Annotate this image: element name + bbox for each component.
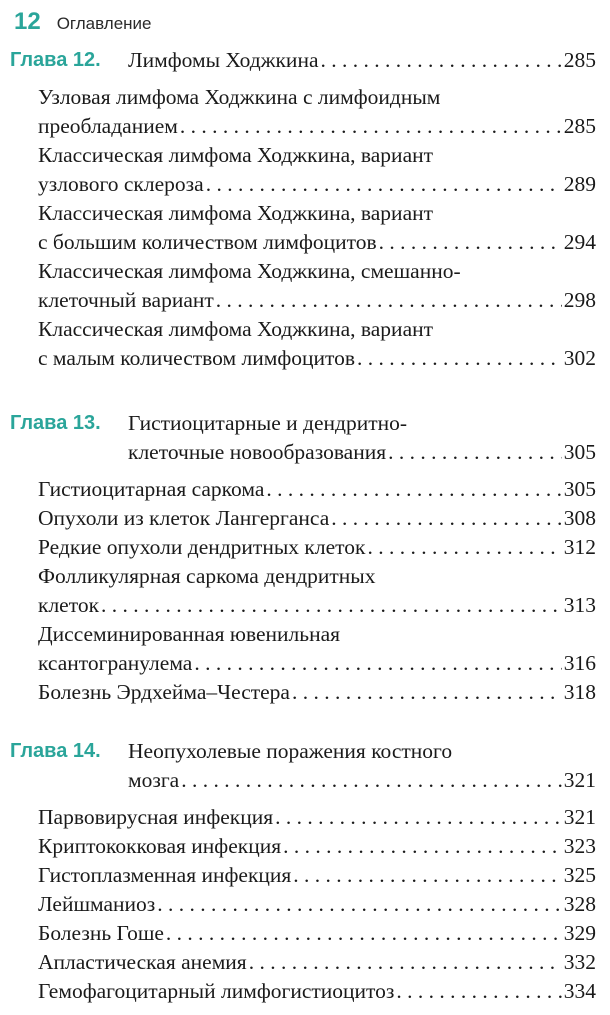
dot-leader <box>396 977 561 1006</box>
toc-line-text: Редкие опухоли дендритных клеток <box>38 535 366 559</box>
toc-line-text: мозга <box>128 768 180 792</box>
toc-entry <box>38 678 596 707</box>
toc-line <box>38 803 596 832</box>
toc-entry <box>38 533 596 562</box>
toc-line <box>38 83 596 112</box>
toc-page-number: 285 <box>563 48 596 72</box>
toc-entry <box>38 141 596 199</box>
toc-line-text: Лимфомы Ходжкина <box>128 48 319 72</box>
chapter-title <box>128 46 596 75</box>
dot-leader <box>357 344 562 373</box>
toc-line-text: преобладанием <box>38 114 178 138</box>
toc-line <box>128 46 596 75</box>
toc-line <box>38 199 596 228</box>
toc-line <box>128 737 596 766</box>
toc-entry <box>38 315 596 373</box>
dot-leader <box>157 890 561 919</box>
toc-line <box>38 861 596 890</box>
toc-page-number: 328 <box>563 892 596 916</box>
toc-line-text: Гистиоцитарная саркома <box>38 477 265 501</box>
toc-line <box>38 832 596 861</box>
toc-line-text: Классическая лимфома Ходжкина, смешанно- <box>38 259 461 283</box>
toc-line-text: Лейшманиоз <box>38 892 156 916</box>
entry-list <box>38 475 596 707</box>
toc-line <box>38 890 596 919</box>
toc-line <box>38 170 596 199</box>
toc-line-text: клеток <box>38 593 100 617</box>
toc-line-text: Узловая лимфома Ходжкина с лимфоидным <box>38 85 441 109</box>
toc-line-text: Гистиоцитарные и дендритно- <box>128 411 408 435</box>
toc-entry <box>38 83 596 141</box>
toc-page-number: 332 <box>563 950 596 974</box>
toc-line <box>38 112 596 141</box>
toc-entry <box>38 803 596 832</box>
toc-entry <box>38 919 596 948</box>
dot-leader <box>388 438 562 467</box>
toc-page-number: 285 <box>563 114 596 138</box>
toc-line-text: Неопухолевые поражения костного <box>128 739 453 763</box>
toc-line <box>38 562 596 591</box>
toc-entry <box>38 562 596 620</box>
toc-page-number: 318 <box>563 680 596 704</box>
toc-page-number: 305 <box>563 440 596 464</box>
toc-line-text: Классическая лимфома Ходжкина, вариант <box>38 143 434 167</box>
toc-line-text: с малым количеством лимфоцитов <box>38 346 356 370</box>
toc-line-text: клеточный вариант <box>38 288 214 312</box>
toc-entry <box>38 832 596 861</box>
chapter-label: Глава 12. <box>10 49 101 71</box>
toc-page-number: 312 <box>563 535 596 559</box>
toc-line <box>128 438 596 467</box>
chapter-title <box>128 409 596 467</box>
toc-line <box>38 504 596 533</box>
dot-leader <box>180 112 562 141</box>
page-number: 12 <box>14 8 41 35</box>
toc-page-number: 305 <box>563 477 596 501</box>
toc-line-text: Диссеминированная ювенильная <box>38 622 341 646</box>
toc-page-number: 289 <box>563 172 596 196</box>
toc-entry <box>38 977 596 1006</box>
dot-leader <box>249 948 562 977</box>
toc-page-number: 298 <box>563 288 596 312</box>
toc-line-text: Болезнь Гоше <box>38 921 164 945</box>
toc-page-number: 321 <box>563 768 596 792</box>
toc-page-number: 294 <box>563 230 596 254</box>
dot-leader <box>321 46 562 75</box>
toc-entry <box>38 861 596 890</box>
toc-line <box>38 649 596 678</box>
toc-entry <box>38 948 596 977</box>
toc-page-number: 308 <box>563 506 596 530</box>
dot-leader <box>206 170 562 199</box>
dot-leader <box>293 861 561 890</box>
toc-line-text: Классическая лимфома Ходжкина, вариант <box>38 201 434 225</box>
dot-leader <box>275 803 562 832</box>
toc-line <box>38 286 596 315</box>
running-title: Оглавление <box>56 14 152 33</box>
toc-line-text: Парвовирусная инфекция <box>38 805 274 829</box>
toc-page-number: 334 <box>563 979 596 1003</box>
toc-line <box>38 948 596 977</box>
toc-line <box>38 257 596 286</box>
toc-page-number: 316 <box>563 651 596 675</box>
toc-line-text: узлового склероза <box>38 172 204 196</box>
toc-line-text: Криптококковая инфекция <box>38 834 282 858</box>
dot-leader <box>166 919 562 948</box>
dot-leader <box>194 649 561 678</box>
page-header <box>14 8 151 36</box>
dot-leader <box>101 591 562 620</box>
toc-line <box>38 533 596 562</box>
toc-line <box>38 919 596 948</box>
entry-list <box>38 83 596 373</box>
toc-line <box>38 315 596 344</box>
toc-line-text: Классическая лимфома Ходжкина, вариант <box>38 317 434 341</box>
toc-line-text: Апластическая анемия <box>38 950 247 974</box>
toc-line <box>38 620 596 649</box>
toc-line <box>38 591 596 620</box>
toc-line <box>38 141 596 170</box>
toc-line-text: Фолликулярная саркома дендритных <box>38 564 376 588</box>
toc-page-number: 302 <box>563 346 596 370</box>
toc-line-text: Гистоплазменная инфекция <box>38 863 292 887</box>
toc-entry <box>38 890 596 919</box>
dot-leader <box>181 766 562 795</box>
toc-line <box>38 678 596 707</box>
toc-entry <box>38 475 596 504</box>
toc-page-number: 329 <box>563 921 596 945</box>
toc-page-number: 313 <box>563 593 596 617</box>
toc-page-number: 323 <box>563 834 596 858</box>
dot-leader <box>331 504 562 533</box>
entry-list <box>38 803 596 1006</box>
dot-leader <box>367 533 561 562</box>
toc-entry <box>38 504 596 533</box>
toc-page-number: 325 <box>563 863 596 887</box>
toc-line-text: клеточные новообразования <box>128 440 387 464</box>
toc-line <box>38 344 596 373</box>
toc-line-text: Болезнь Эрдхейма–Честера <box>38 680 290 704</box>
toc-line-text: Опухоли из клеток Лангерганса <box>38 506 330 530</box>
dot-leader <box>283 832 562 861</box>
toc-line <box>38 228 596 257</box>
toc-entry <box>38 199 596 257</box>
dot-leader <box>379 228 562 257</box>
chapter-label: Глава 13. <box>10 412 101 434</box>
toc-entry <box>38 257 596 315</box>
toc-line <box>128 766 596 795</box>
toc-line <box>38 977 596 1006</box>
toc-entry <box>38 620 596 678</box>
toc-line-text: с большим количеством лимфоцитов <box>38 230 377 254</box>
toc-line-text: Гемофагоцитарный лимфогистиоцитоз <box>38 979 395 1003</box>
dot-leader <box>216 286 562 315</box>
toc-line-text: ксантогранулема <box>38 651 193 675</box>
dot-leader <box>292 678 562 707</box>
chapter-title <box>128 737 596 795</box>
toc-page-number: 321 <box>563 805 596 829</box>
dot-leader <box>266 475 561 504</box>
toc-line <box>38 475 596 504</box>
toc-line <box>128 409 596 438</box>
chapter-label: Глава 14. <box>10 740 101 762</box>
